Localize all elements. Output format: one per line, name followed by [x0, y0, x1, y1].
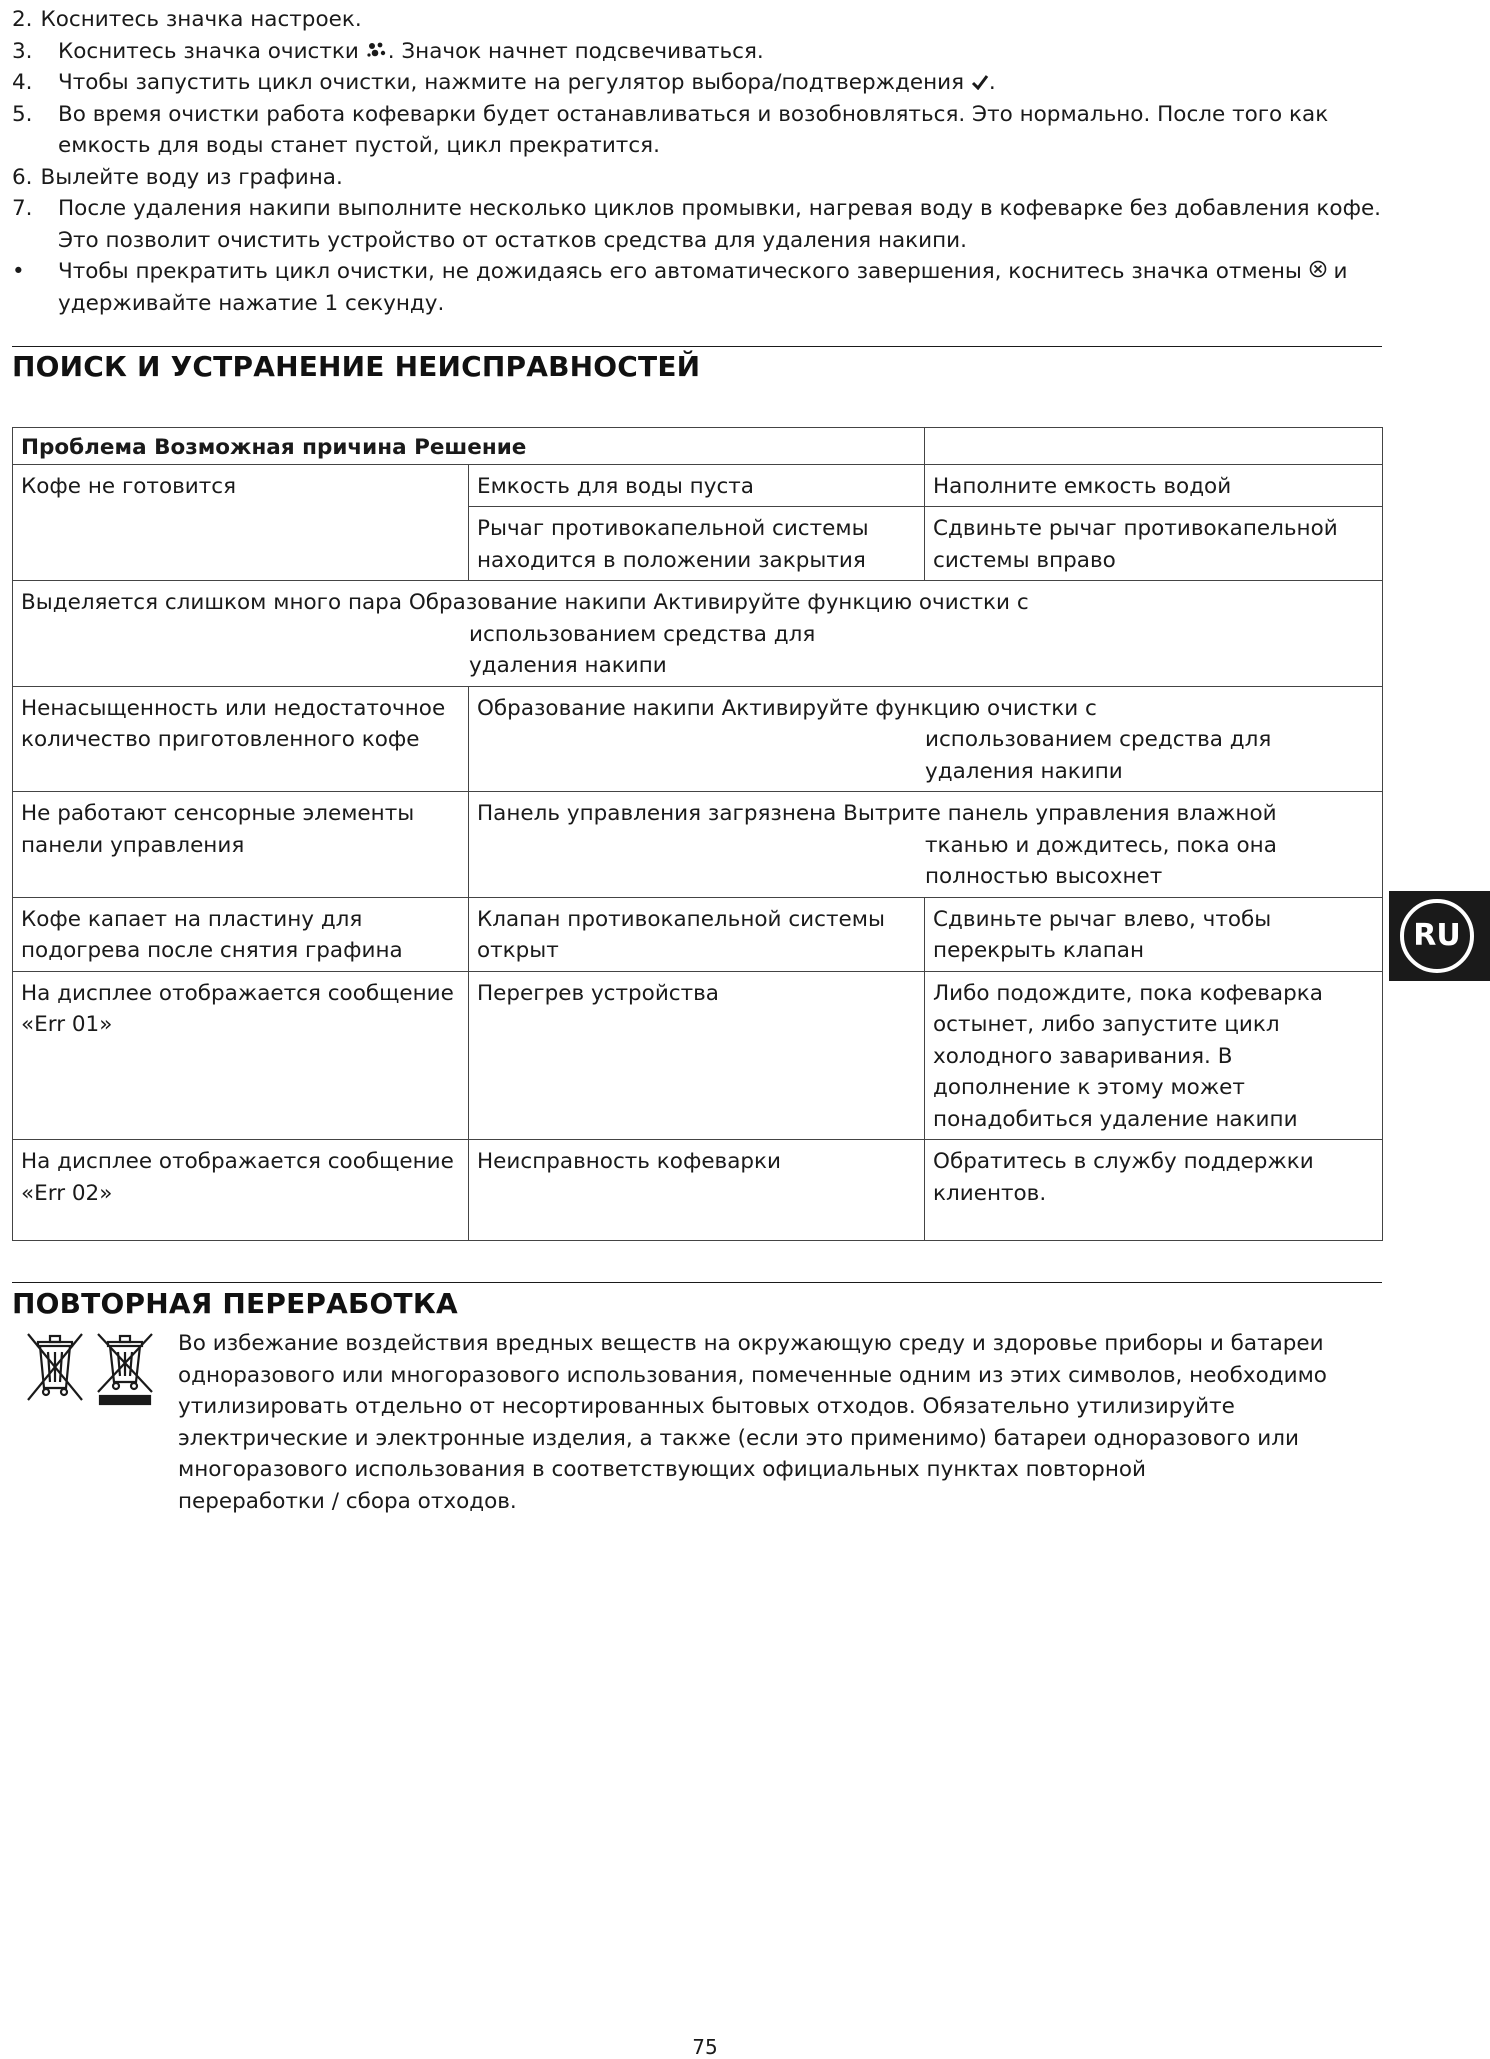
step-5	[12, 99, 1392, 162]
solution-line: перекрыть клапан	[933, 938, 1145, 963]
problem-line: подогрева после снятия графина	[21, 938, 403, 963]
problem-line: Ненасыщенность или недостаточное	[21, 695, 446, 721]
solution-line: дополнение к этому может	[933, 1075, 1245, 1100]
table-row	[13, 971, 1383, 1140]
recycling-line: одноразового или многоразового использования, помеченные одним из этих символов, необходимо	[178, 1362, 1327, 1388]
page-number: 75	[692, 2035, 718, 2059]
solution-line: использованием средства для	[925, 727, 1272, 752]
language-tab	[1389, 891, 1490, 981]
solution-line: системы вправо	[933, 547, 1116, 573]
problem-cell: Кофе не готовится	[13, 464, 469, 581]
cause-cell: Неисправность кофеварки	[469, 1140, 925, 1241]
solution-line: Сдвиньте рычаг противокапельной	[933, 516, 1338, 541]
step-text: . Значок начнет подсвечиваться.	[387, 38, 764, 64]
solution-cell: Наполните емкость водой	[925, 464, 1383, 507]
bullet: •	[12, 259, 25, 284]
solution-line: Сдвиньте рычаг влево, чтобы	[933, 906, 1272, 932]
solution-cell	[925, 507, 1383, 581]
solution-line: удаления накипи	[925, 758, 1123, 784]
table-header	[13, 428, 925, 465]
troubleshooting-title: ПОИСК И УСТРАНЕНИЕ НЕИСПРАВНОСТЕЙ	[12, 350, 701, 383]
problem-cell	[13, 792, 469, 898]
step-number: 5.	[12, 101, 33, 127]
crossed-bin-icon	[28, 1334, 82, 1400]
section-divider	[12, 346, 1382, 347]
solution-line: понадобиться удаление накипи	[933, 1106, 1298, 1132]
problem-line: Кофе капает на пластину для	[21, 906, 363, 932]
solution-cell	[925, 971, 1383, 1140]
solution-line: использованием средства для	[469, 621, 816, 647]
table-row	[13, 686, 1383, 792]
merged-row-cell	[13, 581, 1383, 687]
cause-cell	[469, 897, 925, 971]
cause-line: находится в положении закрытия	[477, 547, 866, 573]
crossed-bin-bar-icon	[98, 1334, 152, 1404]
step-number: 4.	[12, 70, 33, 95]
problem-cell	[13, 971, 469, 1140]
step-7	[12, 193, 1392, 256]
step-text: Это позволит очистить устройство от остатков средства для удаления накипи.	[58, 227, 967, 253]
cause-cell	[469, 507, 925, 581]
recycling-line: утилизировать отдельно от несортированных бытовых отходов. Обязательно утилизируйте	[178, 1394, 1235, 1419]
solution-line: тканью и дождитесь, пока она	[925, 832, 1277, 858]
step-4	[12, 67, 1392, 99]
solution-line: холодного заваривания. В	[933, 1043, 1233, 1069]
troubleshooting-table	[12, 427, 1383, 1241]
problem-line: «Err 02»	[21, 1180, 113, 1206]
step-text: .	[988, 70, 996, 95]
problem-line: На дисплее отображается сообщение	[21, 980, 454, 1006]
table-header-row	[13, 428, 1383, 465]
merged-line: Панель управления загрязнена Вытрите панель управления влажной	[477, 801, 1277, 826]
solution-cell	[925, 897, 1383, 971]
checkmark-icon	[971, 74, 989, 90]
step-text: Чтобы запустить цикл очистки, нажмите на регулятор выбора/подтверждения	[58, 70, 971, 95]
step-6	[12, 162, 1392, 194]
problem-cell	[13, 686, 469, 792]
cancel-icon	[1309, 260, 1327, 278]
step-2	[12, 4, 1392, 36]
table-row	[13, 792, 1383, 898]
recycling-text	[178, 1328, 1388, 1517]
table-row	[13, 1140, 1383, 1241]
recycling-line: переработки / сбора отходов.	[178, 1488, 517, 1514]
problem-line: Не работают сенсорные элементы	[21, 801, 415, 826]
solution-line: удаления накипи	[469, 653, 667, 678]
problem-cell	[13, 1140, 469, 1241]
table-row	[13, 464, 1383, 507]
recycling-line: Во избежание воздействия вредных веществ на окружающую среду и здоровье приборы и батареи	[178, 1331, 1324, 1356]
weee-bin-icons	[26, 1330, 156, 1408]
cause-line: Рычаг противокапельной системы	[477, 516, 869, 541]
step-text: емкость для воды станет пустой, цикл прекратится.	[58, 133, 660, 158]
merged-row-cell	[469, 792, 1383, 898]
step-3	[12, 36, 1392, 68]
step-number: 2.	[12, 7, 33, 32]
step-text: Вылейте воду из графина.	[40, 164, 343, 190]
merged-line: Образование накипи Активируйте функцию очистки с	[477, 695, 1097, 721]
cleaning-steps	[12, 4, 1392, 319]
solution-cell	[925, 1140, 1383, 1241]
cause-cell: Емкость для воды пуста	[469, 464, 925, 507]
problem-line: «Err 01»	[21, 1012, 113, 1037]
merged-row-cell	[469, 686, 1383, 792]
cause-cell: Перегрев устройства	[469, 971, 925, 1140]
step-number: 6.	[12, 164, 33, 190]
step-number: 7.	[12, 196, 33, 221]
recycling-line: электрические и электронные изделия, а также (если это применимо) батареи одноразового или	[178, 1425, 1299, 1451]
solution-line: полностью высохнет	[925, 864, 1163, 889]
step-text: После удаления накипи выполните несколько циклов промывки, нагревая воду в кофеварке без добавления кофе.	[58, 196, 1382, 221]
solution-line: Либо подождите, пока кофеварка	[933, 980, 1323, 1006]
table-row	[13, 581, 1383, 687]
step-bullet	[12, 256, 1392, 319]
merged-line: Выделяется слишком много пара Образование накипи Активируйте функцию очистки с	[21, 590, 1029, 615]
step-text: Коснитесь значка настроек.	[40, 7, 362, 32]
step-text: Чтобы прекратить цикл очистки, не дожидаясь его автоматического завершения, коснитесь значка отмены	[58, 259, 1309, 284]
step-text: и	[1326, 259, 1348, 284]
problem-cell	[13, 897, 469, 971]
step-text: Во время очистки работа кофеварки будет останавливаться и возобновляться. Это нормально. После того как	[58, 101, 1329, 127]
cause-line: открыт	[477, 938, 559, 963]
table-header-empty	[925, 428, 1383, 465]
problem-line: панели управления	[21, 832, 245, 858]
descale-icon	[366, 40, 388, 60]
step-number: 3.	[12, 38, 33, 64]
recycling-line: многоразового использования в соответствующих официальных пунктах повторной	[178, 1457, 1147, 1482]
table-row	[13, 897, 1383, 971]
header-text: Проблема Возможная причина Решение	[21, 435, 527, 460]
problem-line: количество приготовленного кофе	[21, 727, 420, 752]
solution-line: клиентов.	[933, 1180, 1047, 1206]
solution-line: Обратитесь в службу поддержки	[933, 1149, 1314, 1174]
problem-line: На дисплее отображается сообщение	[21, 1149, 454, 1174]
solution-line: остынет, либо запустите цикл	[933, 1012, 1280, 1037]
step-text: Коснитесь значка очистки	[58, 38, 366, 64]
step-text: удерживайте нажатие 1 секунду.	[58, 290, 445, 316]
recycling-title: ПОВТОРНАЯ ПЕРЕРАБОТКА	[12, 1287, 458, 1320]
section-divider	[12, 1282, 1382, 1283]
cause-line: Клапан противокапельной системы	[477, 906, 885, 932]
language-badge: RU	[1400, 899, 1474, 973]
